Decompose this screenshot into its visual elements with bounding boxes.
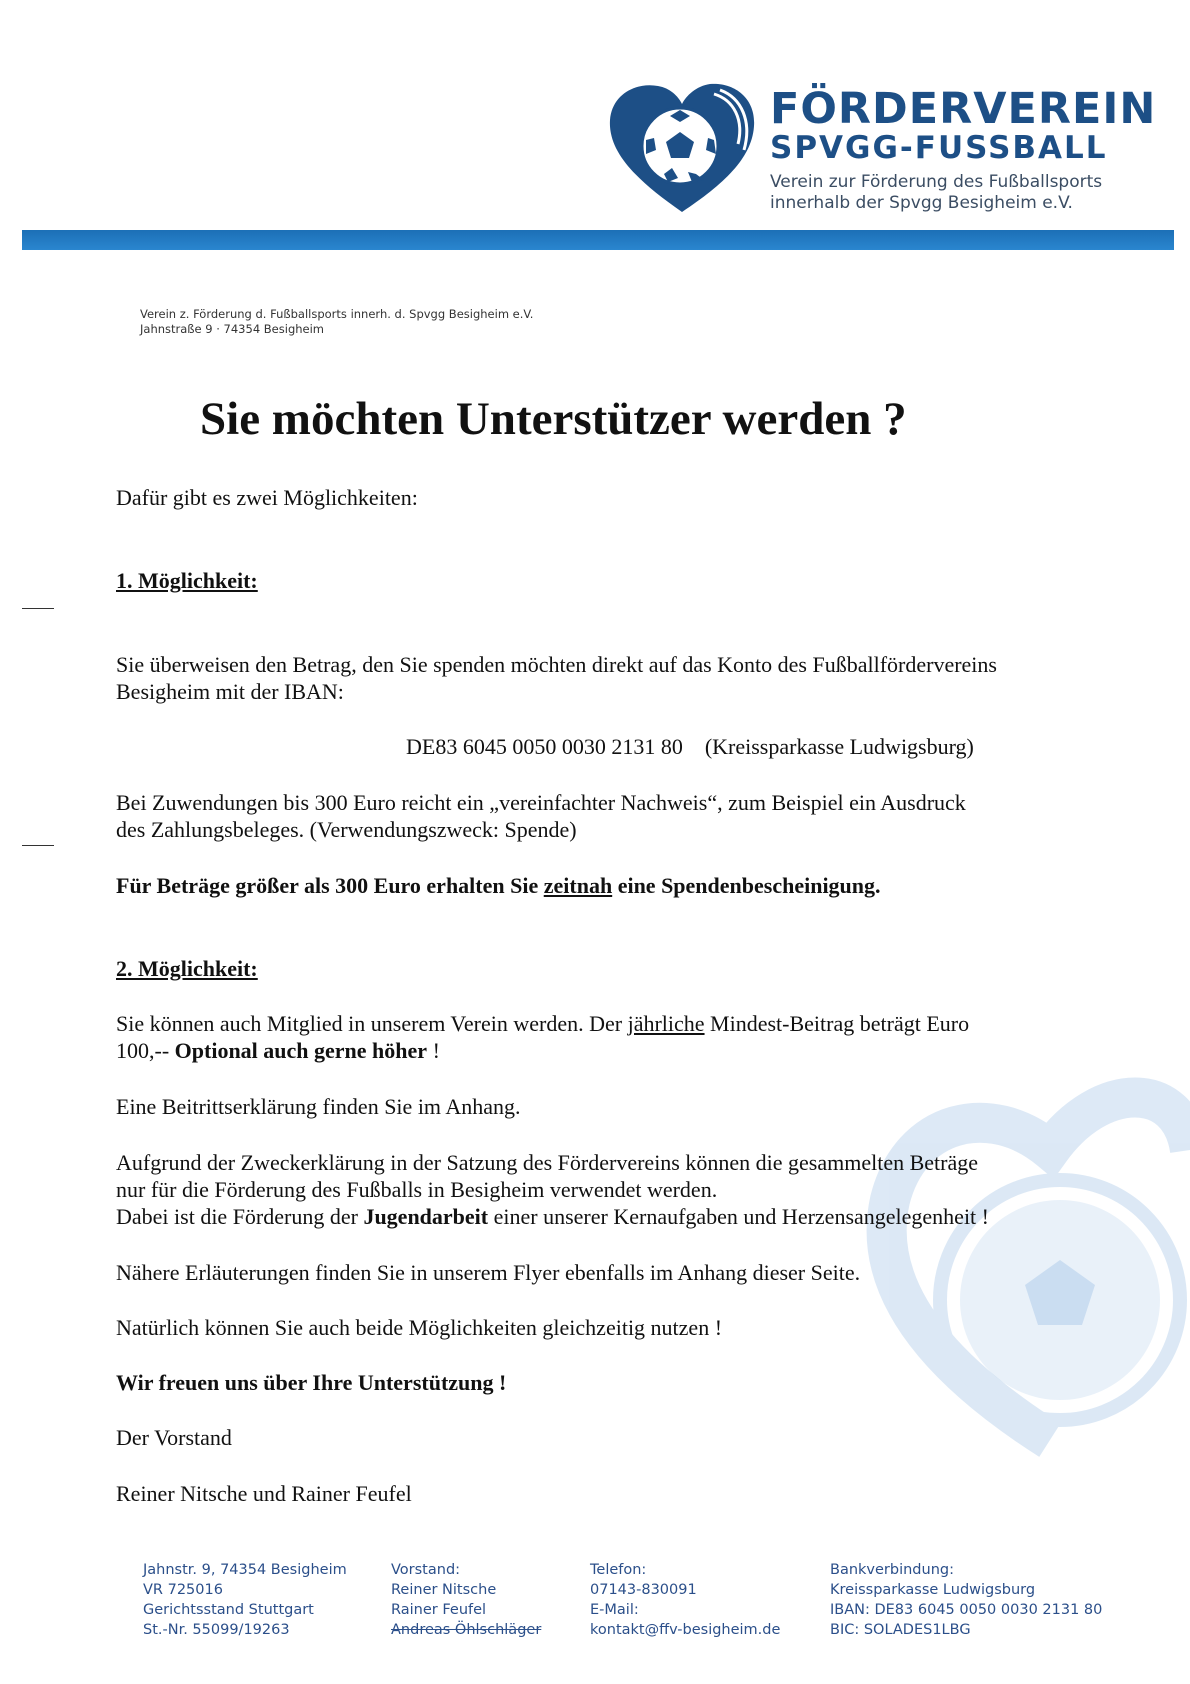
flyer-text: Nähere Erläuterungen finden Sie in unserem Flyer ebenfalls im Anhang dieser Seite. xyxy=(116,1260,861,1285)
youth-post: einer unserer Kernaufgaben und Herzensangelegenheit ! xyxy=(488,1204,989,1229)
receipt-post: eine Spendenbescheinigung. xyxy=(612,873,881,898)
member-line2-post: ! xyxy=(427,1038,440,1063)
footer-court: Gerichtsstand Stuttgart xyxy=(143,1602,314,1618)
footer-tax-number: St.-Nr. 55099/19263 xyxy=(143,1622,290,1638)
iban-value: DE83 6045 0050 0030 2131 80 xyxy=(406,734,683,759)
footer-bank xyxy=(830,1560,1102,1640)
footer-board xyxy=(391,1560,541,1640)
footer-bic: BIC: SOLADES1LBG xyxy=(830,1622,971,1638)
footer-board-member: Reiner Nitsche xyxy=(391,1582,497,1598)
sender-line1: Verein z. Förderung d. Fußballsports innerh. d. Spvgg Besigheim e.V. xyxy=(140,307,534,321)
option2-heading: 2. Möglichkeit: xyxy=(116,956,258,981)
footer-email-link[interactable]: kontakt@ffv-besigheim.de xyxy=(590,1622,781,1638)
fold-mark-middle xyxy=(22,845,54,846)
footer-register-number: VR 725016 xyxy=(143,1582,223,1598)
brand-name-line1: FÖRDERVEREIN xyxy=(770,84,1157,134)
footer-address-line: Jahnstr. 9, 74354 Besigheim xyxy=(143,1562,347,1578)
option1-line1: Sie überweisen den Betrag, den Sie spenden möchten direkt auf das Konto des Fußballfördervereins xyxy=(116,652,997,677)
simplified-proof-note xyxy=(116,789,1096,843)
intro-text: Dafür gibt es zwei Möglichkeiten: xyxy=(116,485,418,510)
purpose-text xyxy=(116,1149,1096,1230)
note-line1: Bei Zuwendungen bis 300 Euro reicht ein „vereinfachter Nachweis“, zum Beispiel ein Ausdruck xyxy=(116,790,966,815)
member-underlined: jährliche xyxy=(627,1011,705,1036)
footer-contact xyxy=(590,1560,780,1640)
option1-text xyxy=(116,651,1096,705)
board-label: Der Vorstand xyxy=(116,1425,232,1450)
header-bar xyxy=(22,230,1174,250)
heart-football-logo xyxy=(606,80,758,216)
member-pre: Sie können auch Mitglied in unserem Verein werden. Der xyxy=(116,1011,628,1036)
receipt-pre: Für Beträge größer als 300 Euro erhalten Sie xyxy=(116,873,544,898)
membership-text xyxy=(116,1010,1096,1064)
signatory-names: Reiner Nitsche und Rainer Feufel xyxy=(116,1481,412,1506)
sender-address xyxy=(140,307,533,337)
footer-bank-label: Bankverbindung: xyxy=(830,1562,954,1578)
brand-subtitle-line2: innerhalb der Spvgg Besigheim e.V. xyxy=(770,193,1073,213)
footer-bank-name: Kreissparkasse Ludwigsburg xyxy=(830,1582,1036,1598)
thanks-text: Wir freuen uns über Ihre Unterstützung ! xyxy=(116,1370,507,1395)
both-options-text: Natürlich können Sie auch beide Möglichkeiten gleichzeitig nutzen ! xyxy=(116,1315,723,1340)
brand-subtitle-line1: Verein zur Förderung des Fußballsports xyxy=(770,172,1103,192)
footer-email-label: E-Mail: xyxy=(590,1602,639,1618)
page-title: Sie möchten Unterstützer werden ? xyxy=(200,393,907,445)
footer-board-member: Rainer Feufel xyxy=(391,1602,487,1618)
member-post: Mindest-Beitrag beträgt Euro xyxy=(704,1011,970,1036)
youth-bold: Jugendarbeit xyxy=(363,1204,489,1229)
footer-board-member-struck: Andreas Öhlschläger xyxy=(391,1622,542,1638)
member-line2-bold: Optional auch gerne höher xyxy=(174,1038,428,1063)
brand-name-line2: SPVGG-FUSSBALL xyxy=(770,130,1108,166)
footer-board-label: Vorstand: xyxy=(391,1562,461,1578)
member-line2-pre: 100,-- xyxy=(116,1038,175,1063)
purpose-line2: nur für die Förderung des Fußballs in Besigheim verwendet werden. xyxy=(116,1177,718,1202)
note-line2: des Zahlungsbeleges. (Verwendungszweck: Spende) xyxy=(116,817,577,842)
option1-line2: Besigheim mit der IBAN: xyxy=(116,679,344,704)
youth-pre: Dabei ist die Förderung der xyxy=(116,1204,364,1229)
receipt-underlined: zeitnah xyxy=(543,873,613,898)
iban-line xyxy=(406,733,1106,760)
footer-phone-label: Telefon: xyxy=(590,1562,647,1578)
purpose-line1: Aufgrund der Zweckerklärung in der Satzung des Fördervereins können die gesammelten Beträge xyxy=(116,1150,978,1175)
iban-bank: (Kreissparkasse Ludwigsburg) xyxy=(704,734,974,759)
fold-mark-top xyxy=(22,608,54,609)
footer-iban: IBAN: DE83 6045 0050 0030 2131 80 xyxy=(830,1602,1103,1618)
footer-address xyxy=(143,1560,347,1640)
brand-subtitle xyxy=(770,172,1102,214)
sender-line2: Jahnstraße 9 · 74354 Besigheim xyxy=(140,322,324,336)
donation-receipt-note xyxy=(116,872,1096,899)
footer-phone-number: 07143-830091 xyxy=(590,1582,697,1598)
option1-heading: 1. Möglichkeit: xyxy=(116,568,258,593)
attachment-text: Eine Beitrittserklärung finden Sie im Anhang. xyxy=(116,1094,521,1119)
